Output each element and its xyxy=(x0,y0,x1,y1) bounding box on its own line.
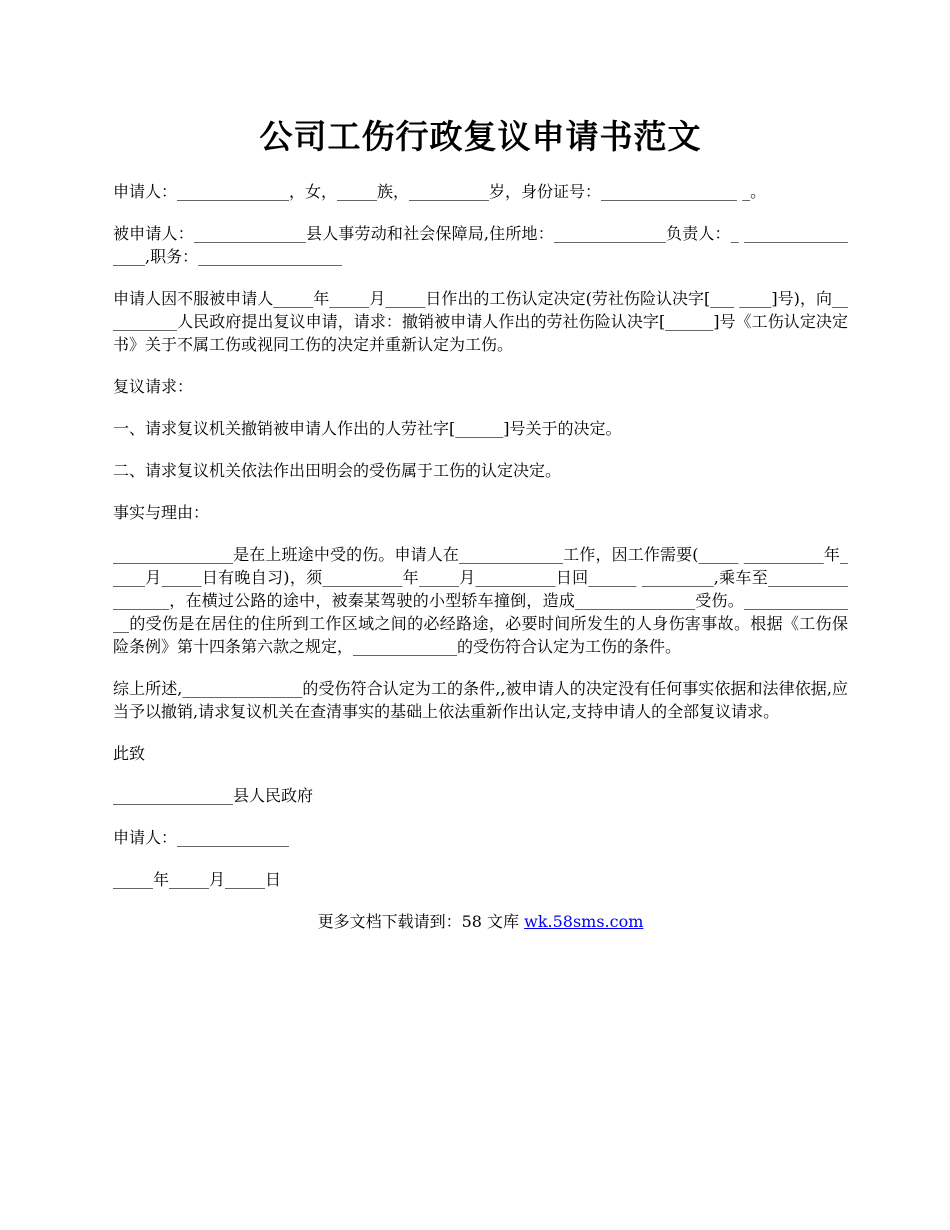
footer-link[interactable]: wk.58sms.com xyxy=(524,912,644,931)
respondent-info: 被申请人：______________县人事劳动和社会保障局,住所地：______________负责人：_ _________________,职务：__________________ xyxy=(113,224,848,266)
request-item-2: 二、请求复议机关依法作出田明会的受伤属于工伤的认定决定。 xyxy=(113,461,562,480)
recipient-government: _______________县人民政府 xyxy=(113,786,314,805)
footer xyxy=(113,910,848,933)
document-title: 公司工伤行政复议申请书范文 xyxy=(259,117,702,156)
facts-body: _______________是在上班途中受的伤。申请人在_____________工作，因工作需要(_____ __________年_____月_____日有晚自习)，须__________年_____月__________日回______ _________,乘车至_________________，在横过公路的途中，被秦某驾驶的小型轿车撞倒，造成_______________受伤。_______________的受伤是在居住的住所到工作区域之间的必经路途，必要时间所发生的人身伤害事故。根据《工伤保险条例》第十四条第六款之规定，_____________的受伤符合认定为工伤的条件。 xyxy=(113,545,848,656)
signature-applicant: 申请人：______________ xyxy=(113,828,290,847)
signature-date: _____年_____月_____日 xyxy=(113,870,282,889)
requests-heading: 复议请求： xyxy=(113,377,194,396)
document-page xyxy=(113,108,848,933)
footer-text: 更多文档下载请到：58 文库 xyxy=(317,912,525,931)
applicant-info: 申请人：______________，女，_____族，__________岁，身份证号：_________________ _。 xyxy=(113,182,767,201)
facts-heading: 事实与理由： xyxy=(113,503,210,522)
request-item-1: 一、请求复议机关撤销被申请人作出的人劳社字[______]号关于的决定。 xyxy=(113,419,622,438)
conclusion: 综上所述,_______________的受伤符合认定为工的条件,,被申请人的决定没有任何事实依据和法律依据,应当予以撤销,请求复议机关在查清事实的基础上依法重新作出认定,支持申请人的全部复议请求。 xyxy=(113,679,848,721)
application-statement: 申请人因不服被申请人_____年_____月_____日作出的工伤认定决定(劳社伤险认决字[___ ____]号)，向__________人民政府提出复议申请，请求：撤销被申请人作出的劳社伤险认决字[______]号《工伤认定决定书》关于不属工伤或视同工伤的决定并重新认定为工伤。 xyxy=(113,289,848,354)
salutation: 此致 xyxy=(113,744,146,763)
